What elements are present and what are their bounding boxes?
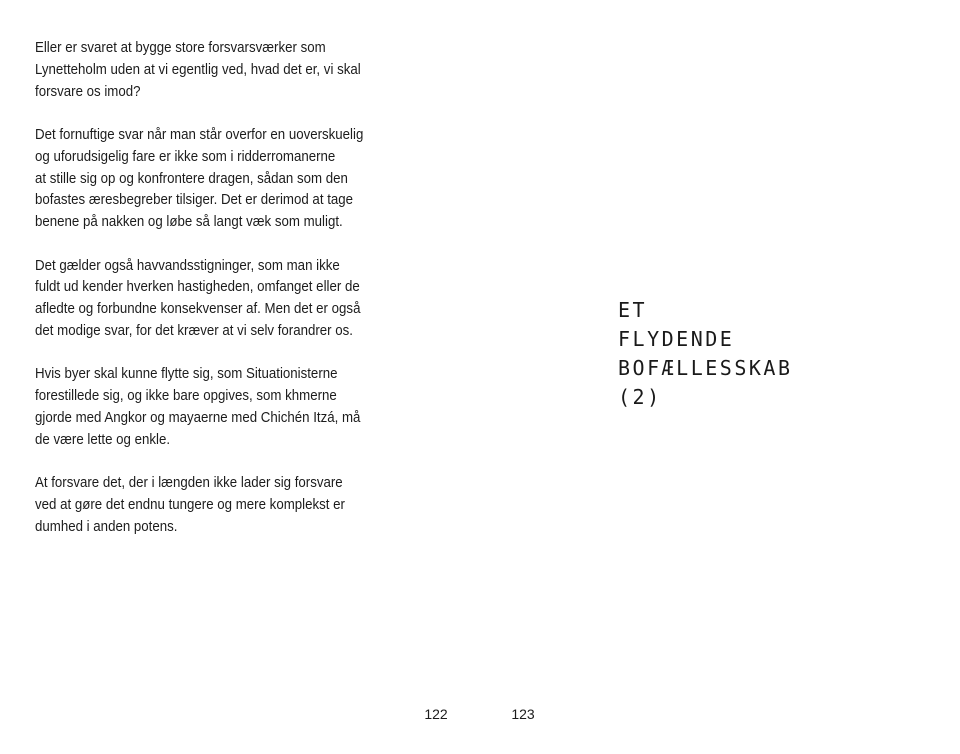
text-line: det modige svar, for det kræver at vi selv forandrer os. — [35, 321, 354, 339]
text-line: Hvis byer skal kunne flytte sig, som Situationisterne — [35, 365, 338, 383]
text-line: Eller er svaret at bygge store forsvarsværker som — [35, 39, 326, 56]
page-number-right: 123 — [511, 706, 535, 722]
chapter-title — [618, 296, 793, 412]
paragraph — [35, 363, 364, 450]
text-line: forsvare os imod? — [35, 82, 141, 100]
text-line: bofastes æresbegreber tilsiger. Det er derimod at tage — [35, 191, 354, 209]
body-text — [35, 37, 364, 559]
text-line: At forsvare det, der i længden ikke lader sig forsvare — [35, 474, 343, 491]
text-line: benene på nakken og løbe så langt væk som muligt. — [35, 213, 343, 230]
paragraph — [35, 472, 364, 537]
text-line: ved at gøre det endnu tungere og mere komplekst er — [35, 495, 345, 513]
paragraph — [35, 37, 364, 102]
page-number-left: 122 — [424, 706, 448, 722]
text-line: at stille sig op og konfrontere dragen, sådan som den — [35, 169, 348, 187]
text-line: forestillede sig, og ikke bare opgives, som khmerne — [35, 387, 337, 404]
text-line: de være lette og enkle. — [35, 430, 171, 448]
text-line: dumhed i anden potens. — [35, 517, 178, 535]
text-line: Det fornuftige svar når man står overfor en uoverskuelig — [35, 126, 364, 143]
text-line: gjorde med Angkor og mayaerne med Chichén Itzá, må — [35, 408, 361, 426]
text-line: fuldt ud kender hverken hastigheden, omfanget eller de — [35, 278, 360, 296]
title-line: BOFÆLLESSKAB — [618, 356, 793, 380]
right-page — [480, 0, 960, 754]
title-line: (2) — [618, 385, 662, 409]
title-line: ET — [618, 298, 648, 322]
text-line: Det gælder også havvandsstigninger, som man ikke — [35, 256, 340, 274]
text-line: afledte og forbundne konsekvenser af. Men det er også — [35, 300, 361, 317]
paragraph — [35, 124, 364, 233]
title-line: FLYDENDE — [618, 327, 735, 351]
text-line: Lynetteholm uden at vi egentlig ved, hvad det er, vi skal — [35, 60, 361, 78]
text-line: og uforudsigelig fare er ikke som i ridderromanerne — [35, 147, 336, 165]
paragraph — [35, 255, 364, 342]
